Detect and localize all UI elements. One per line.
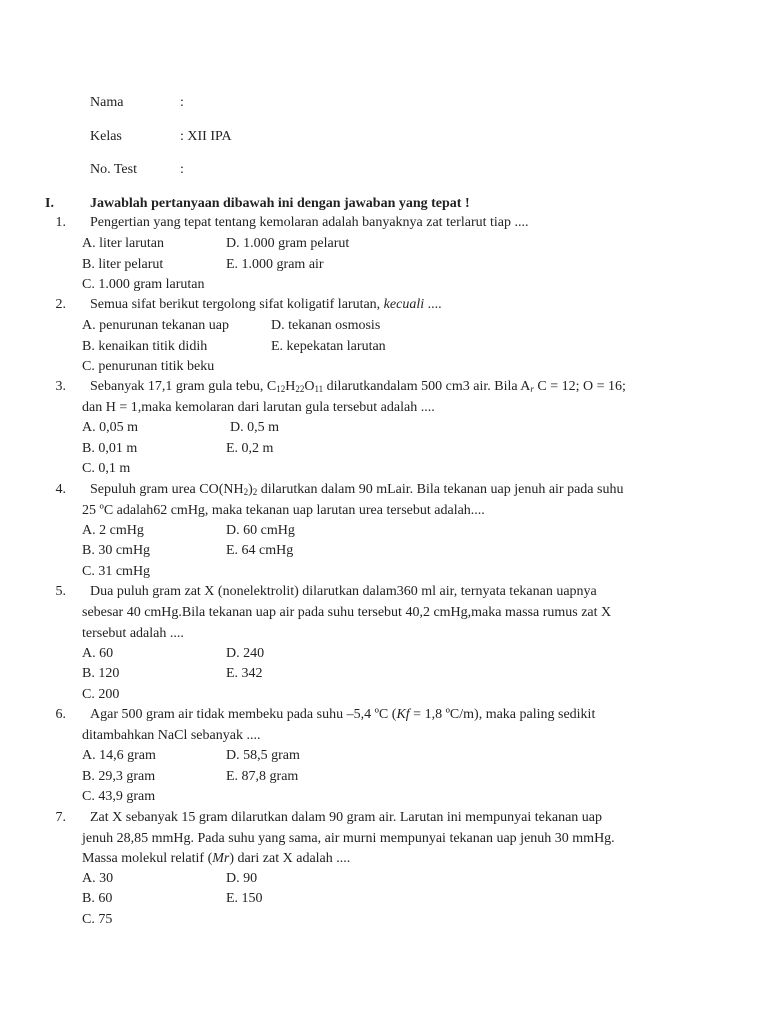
option-e: E. 150 — [226, 891, 263, 906]
question-text-part: C = 12; O = 16; — [533, 379, 626, 394]
question-text-part: .... — [424, 297, 442, 312]
option-c: C. 0,1 m — [82, 461, 131, 476]
question-text: Zat X sebanyak 15 gram dilarutkan dalam 90 gram air. Larutan ini mempunyai tekanan uap — [90, 810, 602, 825]
question-text-continued: 25 ºC adalah62 cmHg, maka tekanan uap larutan urea tersebut adalah.... — [82, 503, 485, 518]
option-d: D. 58,5 gram — [226, 748, 300, 763]
notest-value: : — [180, 162, 184, 177]
option-a: A. penurunan tekanan uap — [82, 318, 229, 333]
question-text-continued: dan H = 1,maka kemolaran dari larutan gula tersebut adalah .... — [82, 400, 435, 415]
option-c: C. 31 cmHg — [82, 564, 151, 579]
kelas-label: Kelas — [90, 129, 122, 144]
option-a: A. 60 — [82, 646, 114, 661]
question-text: Pengertian yang tepat tentang kemolaran adalah banyaknya zat terlarut tiap .... — [90, 215, 529, 230]
question-number: 7. — [55, 810, 66, 825]
option-e: E. 0,2 m — [226, 441, 274, 456]
option-e: E. 1.000 gram air — [226, 257, 324, 272]
question-text-part: dilarutkan dalam 90 mLair. Bila tekanan uap jenuh air pada suhu — [257, 482, 624, 497]
question-text-part: ) dari zat X adalah .... — [229, 851, 351, 866]
option-b: B. kenaikan titik didih — [82, 339, 208, 354]
subscript: 2 — [252, 487, 258, 497]
option-e: E. kepekatan larutan — [271, 339, 386, 354]
option-c: C. 1.000 gram larutan — [82, 277, 205, 292]
notest-label: No. Test — [90, 162, 137, 177]
question-text-part: Semua sifat berikut tergolong sifat koligatif larutan, — [90, 297, 384, 312]
option-c: C. 200 — [82, 687, 120, 702]
option-b: B. liter pelarut — [82, 257, 164, 272]
question-text-continued: ditambahkan NaCl sebanyak .... — [82, 728, 261, 743]
question-text-part: = 1,8 ºC/m), maka paling sedikit — [409, 707, 596, 722]
question-number: 3. — [55, 379, 66, 394]
option-e: E. 64 cmHg — [226, 543, 294, 558]
option-d: D. 90 — [226, 871, 258, 886]
question-text-part: H — [285, 379, 296, 394]
subscript: r — [530, 384, 534, 394]
question-text-part: Massa molekul relatif ( — [82, 851, 213, 866]
section-number: I. — [45, 196, 54, 211]
subscript: 22 — [295, 384, 305, 394]
question-text-part: Sebanyak 17,1 gram gula tebu, C — [90, 379, 277, 394]
option-d: D. 240 — [226, 646, 265, 661]
option-d: D. 60 cmHg — [226, 523, 295, 538]
question-number: 6. — [55, 707, 66, 722]
option-b: B. 60 — [82, 891, 113, 906]
question-text-continued: jenuh 28,85 mmHg. Pada suhu yang sama, air murni mempunyai tekanan uap jenuh 30 mmHg. — [82, 831, 615, 846]
question-number: 4. — [55, 482, 66, 497]
kelas-value: : XII IPA — [180, 129, 232, 144]
option-a: A. 14,6 gram — [82, 748, 156, 763]
question-text-part: ) — [248, 482, 253, 497]
kf-symbol: Kf — [396, 707, 410, 722]
option-c: C. penurunan titik beku — [82, 359, 215, 374]
question-text-part: O — [304, 379, 315, 394]
nama-value: : — [180, 95, 184, 110]
option-e: E. 342 — [226, 666, 263, 681]
option-b: B. 0,01 m — [82, 441, 138, 456]
option-c: C. 43,9 gram — [82, 789, 156, 804]
option-a: A. 30 — [82, 871, 114, 886]
question-text-part: Agar 500 gram air tidak membeku pada suhu –5,4 ºC ( — [90, 707, 397, 722]
question-text — [90, 377, 680, 400]
question-text — [90, 295, 680, 316]
question-number: 2. — [55, 297, 66, 312]
subscript: 11 — [314, 384, 324, 394]
option-b: B. 120 — [82, 666, 120, 681]
option-d: D. tekanan osmosis — [271, 318, 381, 333]
option-e: E. 87,8 gram — [226, 769, 299, 784]
question-number: 1. — [55, 215, 66, 230]
question-text-part: Sepuluh gram urea CO(NH — [90, 482, 244, 497]
question-text — [90, 480, 680, 503]
nama-label: Nama — [90, 95, 124, 110]
question-text-continued — [82, 849, 682, 870]
option-a: A. 0,05 m — [82, 420, 138, 435]
option-a: A. 2 cmHg — [82, 523, 144, 538]
mr-symbol: Mr — [212, 851, 230, 866]
section-title: Jawablah pertanyaan dibawah ini dengan jawaban yang tepat ! — [90, 196, 470, 211]
subscript: 2 — [243, 487, 249, 497]
question-number: 5. — [55, 584, 66, 599]
question-emphasis: kecuali — [383, 297, 425, 312]
question-text-continued: tersebut adalah .... — [82, 626, 184, 641]
option-a: A. liter larutan — [82, 236, 165, 251]
question-text — [90, 705, 680, 726]
option-d: D. 1.000 gram pelarut — [226, 236, 350, 251]
question-text-continued: sebesar 40 cmHg.Bila tekanan uap air pada suhu tersebut 40,2 cmHg,maka massa rumus zat X — [82, 605, 612, 620]
option-c: C. 75 — [82, 912, 113, 927]
subscript: 12 — [276, 384, 286, 394]
question-text-part: dilarutkandalam 500 cm3 air. Bila A — [323, 379, 531, 394]
option-d: D. 0,5 m — [230, 420, 279, 435]
option-b: B. 29,3 gram — [82, 769, 156, 784]
question-text: Dua puluh gram zat X (nonelektrolit) dilarutkan dalam360 ml air, ternyata tekanan uapnya — [90, 584, 597, 599]
option-b: B. 30 cmHg — [82, 543, 151, 558]
